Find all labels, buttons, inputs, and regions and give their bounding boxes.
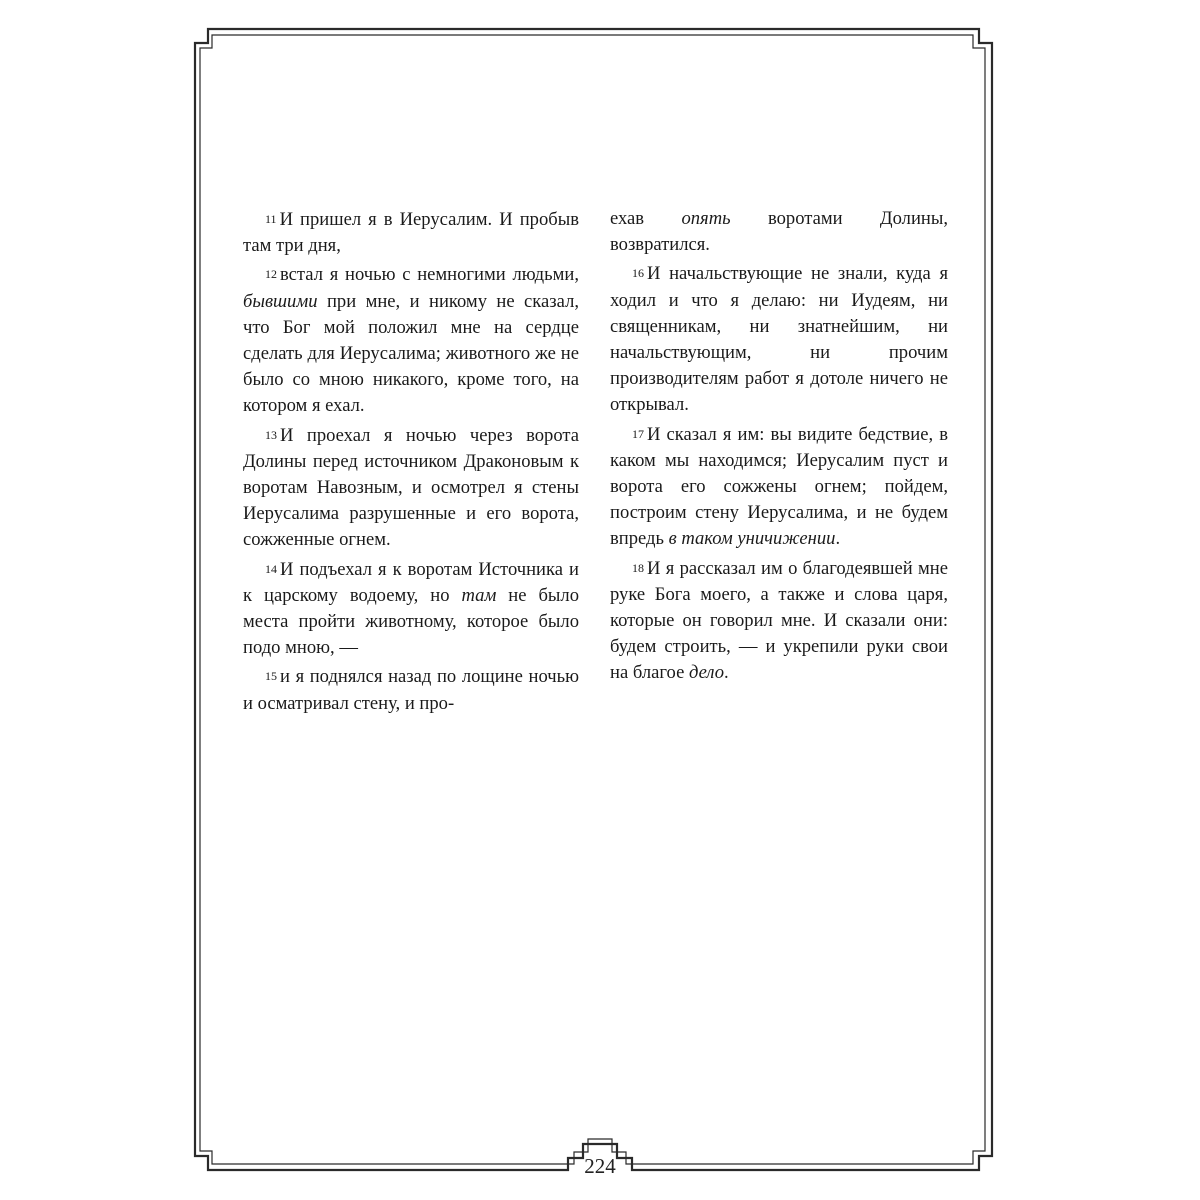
verse-number: 12 bbox=[265, 267, 277, 282]
verse-11 bbox=[243, 206, 579, 259]
verse-text: . bbox=[724, 662, 729, 684]
verse-number: 18 bbox=[632, 560, 644, 575]
verse-13 bbox=[243, 422, 579, 554]
verse-16 bbox=[610, 260, 948, 418]
italic-text: опять bbox=[681, 208, 731, 229]
verse-text: И проехал я ночью через ворота Долины перед источником Драконовым к воротам Навозным, и осмотрел я стены Иерусалима разрушенные и его ворота, сожженные огнем. bbox=[243, 424, 579, 551]
verse-number: 11 bbox=[265, 212, 277, 226]
left-column bbox=[243, 206, 579, 719]
verse-text: и я поднялся назад по лощине ночью и осматривал стену, и про- bbox=[243, 666, 579, 714]
verse-14 bbox=[243, 556, 579, 662]
verse-text: И начальствующие не знали, куда я ходил и что я делаю: ни Иудеям, ни священникам, ни знатнейшим, ни начальствующим, ни прочим производителям работ я дотоле ничего не открывал. bbox=[610, 263, 948, 416]
verse-text: И я рассказал им о благодеявшей мне руке Бога моего, а также и слова царя, которые он говорил мне. И сказали они: будем строить, — и укрепили руки свои на благое bbox=[610, 557, 948, 684]
italic-text: в таком уничижении bbox=[668, 528, 836, 550]
italic-text: там bbox=[461, 584, 497, 606]
verse-number: 13 bbox=[265, 427, 277, 442]
verse-text: при мне, и никому не сказал, что Бог мой положил мне на сердце сделать для Иерусалима; животного же не было со мною никакого, кроме того, на котором я ехал. bbox=[243, 290, 579, 417]
verse-number: 16 bbox=[632, 266, 644, 281]
verse-12 bbox=[243, 261, 579, 419]
verse-18 bbox=[610, 555, 948, 687]
verse-text: . bbox=[835, 528, 841, 550]
verse-text: И пришел я в Иерусалим. И пробыв там три дня, bbox=[243, 209, 579, 257]
verse-number: 15 bbox=[265, 669, 277, 684]
verse-number: 17 bbox=[632, 426, 644, 441]
verse-text: не было места пройти животному, которое было подо мною, — bbox=[243, 584, 579, 659]
verse-text: И сказал я им: вы видите бедствие, в каком мы находимся; Иерусалим пуст и ворота его сожжены огнем; пойдем, построим стену Иерусалима, и не будем впредь bbox=[610, 423, 948, 550]
verse-number: 14 bbox=[265, 561, 277, 576]
verse-text: воротами Долины, возвратился. bbox=[610, 208, 948, 256]
verse-continuation bbox=[610, 206, 948, 258]
page-number: 224 bbox=[584, 1154, 616, 1178]
right-column bbox=[610, 206, 948, 689]
verse-text: И подъехал я к воротам Источника и к царскому водоему, но bbox=[243, 558, 579, 606]
verse-15 bbox=[243, 663, 579, 716]
italic-text: дело bbox=[688, 662, 725, 684]
verse-text: встал я ночью с немногими людьми, bbox=[280, 264, 579, 286]
verse-17 bbox=[610, 421, 948, 553]
verse-text: ехав bbox=[610, 208, 682, 229]
italic-text: бывшими bbox=[243, 290, 318, 312]
